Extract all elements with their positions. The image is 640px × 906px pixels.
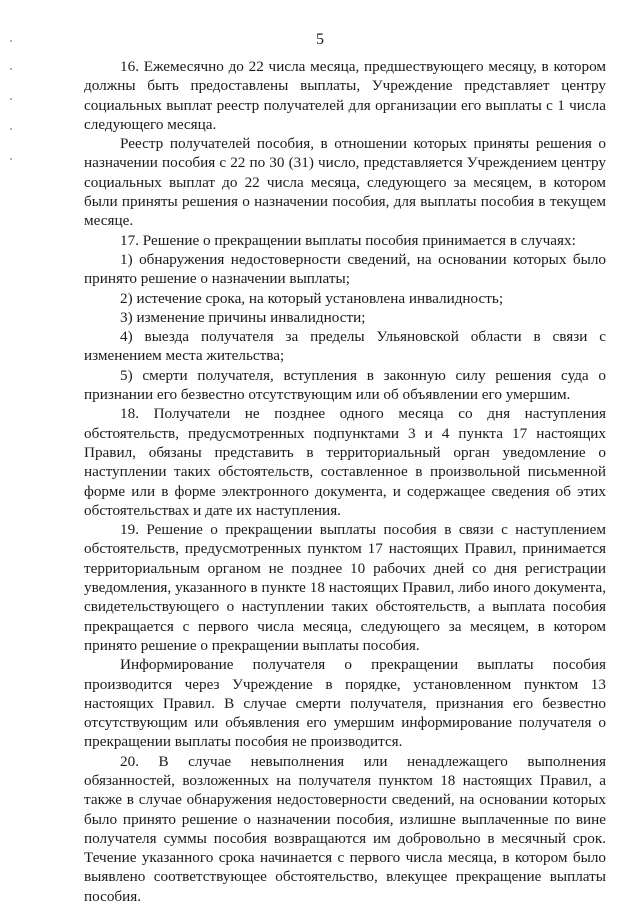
margin-scan-marks [10, 40, 14, 190]
list-item-17-3: 3) изменение причины инвалидности; [120, 308, 366, 326]
paragraph-informing: Информирование получателя о прекращении выплаты пособия производится через Учреждение в порядке, установленном пунктом 13 настоящих Правил. В случае смерти получателя, признания его безвестно отсутствующим или объявления его умершим информирование получателя о прекращении выплаты пособия не производится. [84, 656, 606, 751]
paragraph-16: 16. Ежемесячно до 22 числа месяца, предшествующего месяцу, в котором должны быть предоставлены выплаты, Учреждение представляет центру социальных выплат реестр получателей для организации его выплаты с 1 числа следующего месяца. [84, 58, 606, 133]
paragraph-20: 20. В случае невыполнения или ненадлежащего выполнения обязанностей, возложенных на получателя пунктом 18 настоящих Правил, а также в случае обнаружения недостоверности сведений, на основании которых было принято решение о назначении пособия, излишне выплаченные по вине получателя суммы пособия возвращаются им добровольно в месячный срок. Течение указанного срока начинается с первого числа месяца, в котором было выявлено соответствующее обстоятельство, влекущее прекращение выплаты пособия. [84, 752, 606, 905]
paragraph-18: 18. Получатели не позднее одного месяца со дня наступления обстоятельств, предусмотренных подпунктами 3 и 4 пункта 17 настоящих Правил, обязаны представить в территориальный орган уведомление о наступлении таких обстоятельств, составленное в произвольной письменной форме или в форме электронного документа, и содержащее сведения об этих обстоятельствах и дате их наступления. [84, 405, 606, 519]
list-item-17-5: 5) смерти получателя, вступления в законную силу решения суда о признании его безвестно отсутствующим или об объявлении его умершим. [84, 366, 606, 404]
document-body [84, 57, 606, 906]
paragraph-registry: Реестр получателей пособия, в отношении которых приняты решения о назначении пособия с 22 по 30 (31) число, представляется Учреждением центру социальных выплат до 22 числа месяца, следующего за месяцем, в котором были приняты решения о назначении пособия, для выплаты пособия в текущем месяце. [84, 135, 606, 230]
paragraph-17: 17. Решение о прекращении выплаты пособия принимается в случаях: [120, 231, 576, 249]
page-number: 5 [316, 31, 324, 48]
paragraph-19: 19. Решение о прекращении выплаты пособия в связи с наступлением обстоятельств, предусмотренных пунктом 17 настоящих Правил, принимается территориальным органом не позднее 10 рабочих дней со дня регистрации уведомления, указанного в пункте 18 настоящих Правил, либо иного документа, свидетельствующего о наступлении таких обстоятельств, а выплата пособия прекращается с первого числа месяца, следующего за месяцем, в котором принято решение о прекращении выплаты пособия. [84, 521, 606, 654]
list-item-17-1: 1) обнаружения недостоверности сведений, на основании которых было принято решение о назначении выплаты; [84, 250, 606, 288]
list-item-17-2: 2) истечение срока, на который установлена инвалидность; [120, 289, 504, 307]
list-item-17-4: 4) выезда получателя за пределы Ульяновской области в связи с изменением места жительства; [84, 328, 606, 365]
